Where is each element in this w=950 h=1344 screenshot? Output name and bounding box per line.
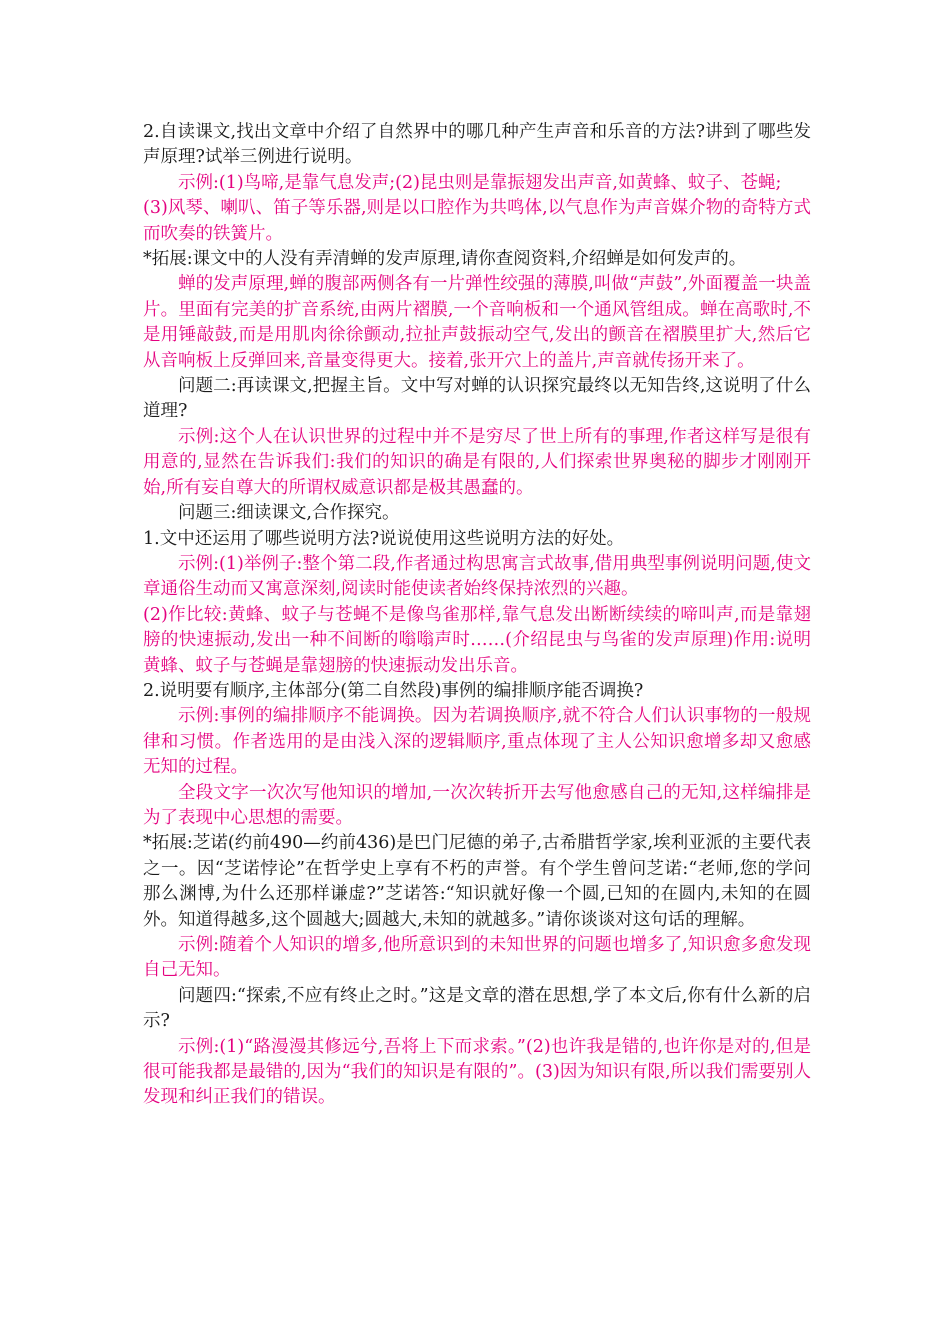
answer-example-paragraph: 示例:(1)“路漫漫其修远兮,吾将上下而求索。”(2)也许我是错的,也许你是对的,但是很可能我都是最错的,因为“我们的知识是有限的”。(3)因为知识有限,所以我们需要别人发现和纠正我们的错误。 [143, 1036, 811, 1108]
question-heading-paragraph: 问题四:“探索,不应有终止之时。”这是文章的潜在思想,学了本文后,你有什么新的启示? [143, 985, 811, 1032]
question-heading-paragraph: 问题二:再读课文,把握主旨。文中写对蝉的认识探究最终以无知告终,这说明了什么道理? [143, 376, 811, 422]
answer-example-paragraph: 全段文字一次次写他知识的增加,一次次转折开去写他愈感自己的无知,这样编排是为了表现中心思想的需要。 [143, 782, 811, 828]
question-2-paragraph: 2.说明要有顺序,主体部分(第二自然段)事例的编排顺序能否调换? [143, 680, 644, 701]
question-1-paragraph: 1.文中还运用了哪些说明方法?说说使用这些说明方法的好处。 [143, 528, 625, 549]
answer-example-paragraph: 示例:事例的编排顺序不能调换。因为若调换顺序,就不符合人们认识事物的一般规律和习惯。作者选用的是由浅入深的逻辑顺序,重点体现了主人公知识愈增多却又愈感无知的过程。 [143, 706, 811, 778]
answer-example-paragraph: (2)作比较:黄蜂、蚊子与苍蝇不是像鸟雀那样,靠气息发出断断续续的啼叫声,而是靠翅膀的快速振动,发出一种不间断的嗡嗡声时……(介绍昆虫与鸟雀的发声原理)作用:说明黄蜂、蚊子与苍蝇是靠翅膀的快速振动发出乐音。 [143, 604, 811, 676]
question-heading-paragraph: 问题三:细读课文,合作探究。 [178, 503, 400, 524]
extension-question-paragraph: *拓展:芝诺(约前490—约前436)是巴门尼德的弟子,古希腊哲学家,埃利亚派的主要代表之一。因“芝诺悖论”在哲学史上享有不朽的声誉。有个学生曾问芝诺:“老师,您的学问那么渊博,为什么还那样谦虚?”芝诺答:“知识就好像一个圆,已知的在圆内,未知的在圆外。知道得越多,这个圆越大;圆越大,未知的就越多。”请你谈谈对这句话的理解。 [143, 833, 811, 930]
answer-example-paragraph: 示例:这个人在认识世界的过程中并不是穷尽了世上所有的事理,作者这样写是很有用意的,显然在告诉我们:我们的知识的确是有限的,人们探索世界奥秘的脚步才刚刚开始,所有妄自尊大的所谓权威意识都是极其愚蠢的。 [143, 426, 811, 498]
answer-example-paragraph: 示例:随着个人知识的增多,他所意识到的未知世界的问题也增多了,知识愈多愈发现自己无知。 [143, 935, 811, 981]
answer-example-paragraph: 示例:(1)鸟啼,是靠气息发声;(2)昆虫则是靠振翅发出声音,如黄蜂、蚊子、苍蝇; [178, 172, 782, 193]
answer-example-paragraph: (3)风琴、喇叭、笛子等乐器,则是以口腔作为共鸣体,以气息作为声音媒介物的奇特方式而吹奏的铁簧片。 [143, 198, 811, 244]
question-2-paragraph: 2.自读课文,找出文章中介绍了自然界中的哪几种产生声音和乐音的方法?讲到了哪些发声原理?试举三例进行说明。 [143, 122, 811, 168]
answer-example-paragraph: 蝉的发声原理,蝉的腹部两侧各有一片弹性绞强的薄膜,叫做“声鼓”,外面覆盖一块盖片。里面有完美的扩音系统,由两片褶膜,一个音响板和一个通风管组成。蝉在高歌时,不是用锤敲鼓,而是用肌肉徐徐颤动,拉扯声鼓振动空气,发出的颤音在褶膜里扩大,然后它从音响板上反弹回来,音量变得更大。接着,张开穴上的盖片,声音就传扬开来了。 [143, 274, 811, 371]
document-body [143, 120, 811, 1111]
extension-question-paragraph: *拓展:课文中的人没有弄清蝉的发声原理,请你查阅资料,介绍蝉是如何发声的。 [143, 249, 747, 270]
answer-example-paragraph: 示例:(1)举例子:整个第二段,作者通过构思寓言式故事,借用典型事例说明问题,使文章通俗生动而又寓意深刻,阅读时能使读者始终保持浓烈的兴趣。 [143, 553, 811, 600]
